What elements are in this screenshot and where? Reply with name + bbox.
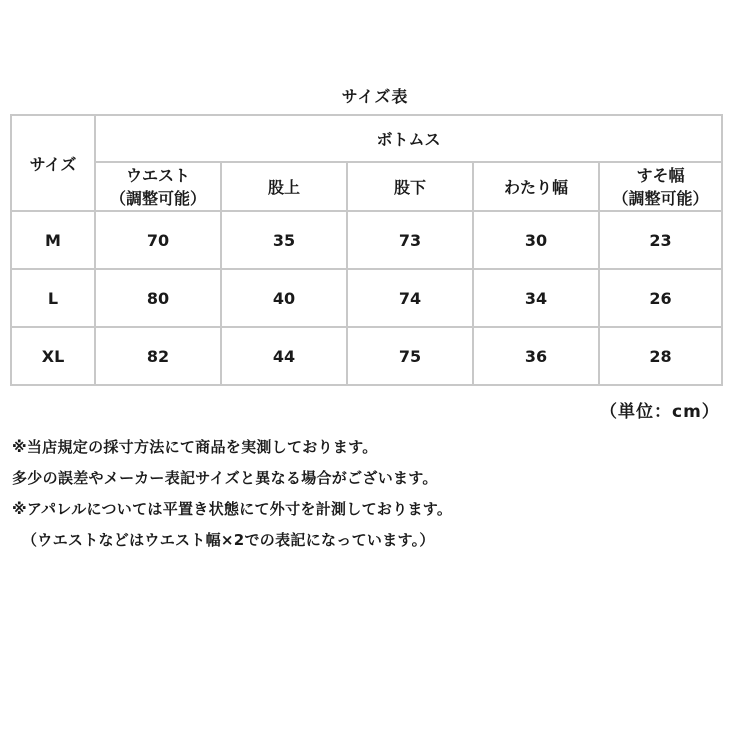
column-header-label: ウエスト <box>125 165 190 185</box>
notes <box>12 432 452 556</box>
table-cell: 36 <box>473 327 599 385</box>
column-header-rise <box>221 162 347 211</box>
table-cell: 28 <box>599 327 722 385</box>
row-size: L <box>11 269 95 327</box>
column-header-note: （調整可能） <box>109 188 206 208</box>
note-line: ※当店規定の採寸方法にて商品を実測しております。 <box>12 438 378 456</box>
size-header-cell <box>11 115 95 211</box>
column-header-label: 股下 <box>393 178 426 197</box>
note-line: （ウエストなどはウエスト幅×2での表記になっています。） <box>22 531 435 549</box>
table-cell: 34 <box>473 269 599 327</box>
column-header-label: 股上 <box>267 178 300 197</box>
table-cell: 82 <box>95 327 221 385</box>
table-row <box>11 211 722 269</box>
note-line: 多少の誤差やメーカー表記サイズと異なる場合がございます。 <box>12 469 438 487</box>
column-header-note: （調整可能） <box>612 188 709 208</box>
table-cell: 26 <box>599 269 722 327</box>
row-size: M <box>11 211 95 269</box>
unit-label: （単位：cm） <box>600 402 720 422</box>
column-header-waist <box>95 162 221 211</box>
table-cell: 75 <box>347 327 473 385</box>
size-table <box>10 114 723 386</box>
note-line: ※アパレルについては平置き状態にて外寸を計測しております。 <box>12 500 453 518</box>
table-cell: 35 <box>221 211 347 269</box>
group-header-cell <box>95 115 722 162</box>
table-cell: 73 <box>347 211 473 269</box>
column-header-label: すそ幅 <box>636 165 685 185</box>
table-cell: 23 <box>599 211 722 269</box>
size-header: サイズ <box>29 154 77 174</box>
group-header: ボトムス <box>376 130 441 149</box>
column-header-hem <box>599 162 722 211</box>
row-size: XL <box>11 327 95 385</box>
table-cell: 40 <box>221 269 347 327</box>
table-cell: 74 <box>347 269 473 327</box>
page-title: サイズ表 <box>341 87 409 106</box>
table-row <box>11 327 722 385</box>
column-header-label: わたり幅 <box>503 178 568 197</box>
table-cell: 70 <box>95 211 221 269</box>
table-row <box>11 269 722 327</box>
column-header-inseam <box>347 162 473 211</box>
table-cell: 44 <box>221 327 347 385</box>
table-cell: 80 <box>95 269 221 327</box>
table-cell: 30 <box>473 211 599 269</box>
column-header-thigh <box>473 162 599 211</box>
